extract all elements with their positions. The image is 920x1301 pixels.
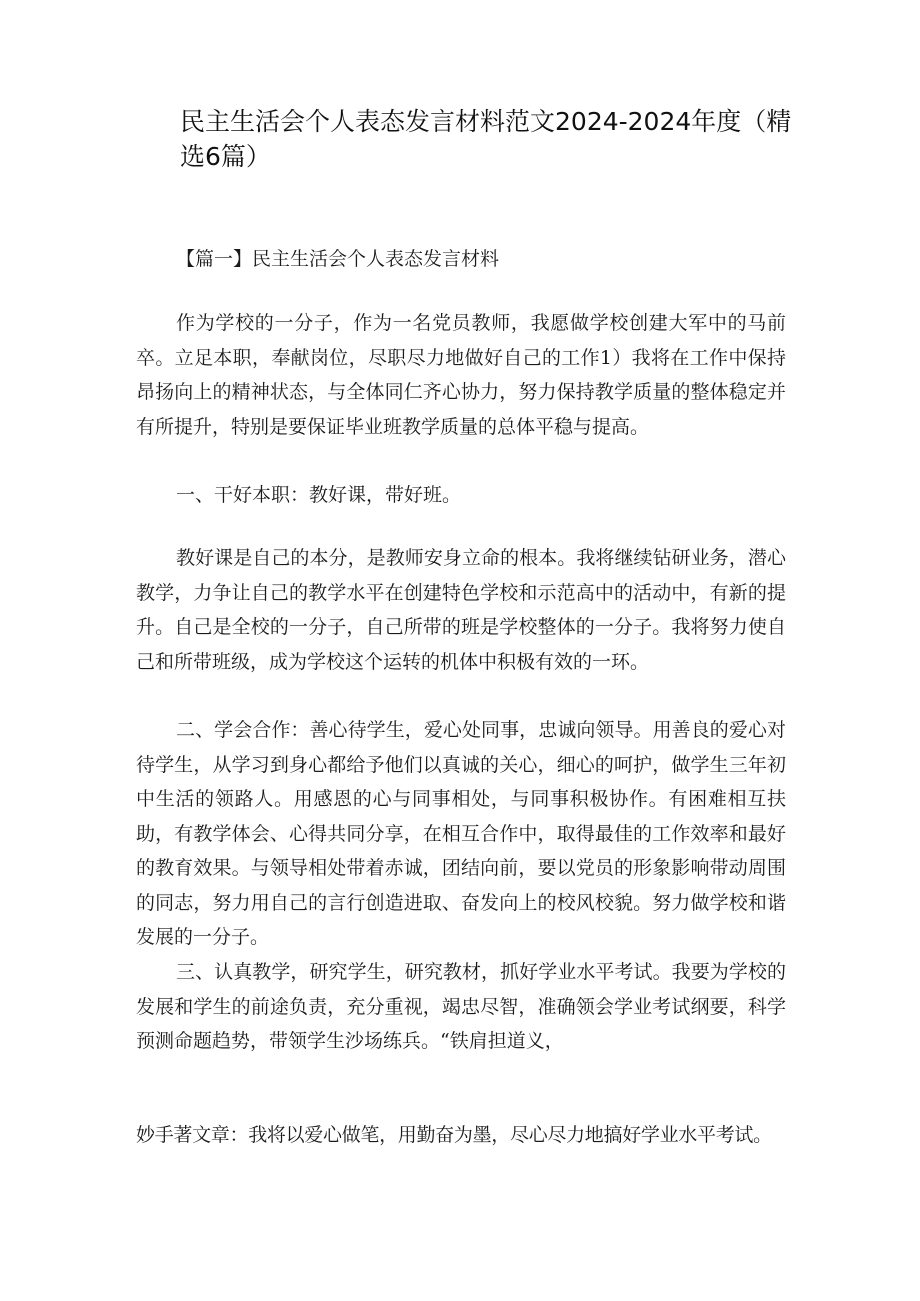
paragraph-closing-line: 妙手著文章：我将以爱心做笔，用勤奋为墨，尽心尽力地搞好学业水平考试。 (136, 1124, 772, 1146)
section-heading: 【篇一】民主生活会个人表态发言材料 (176, 248, 500, 270)
paragraph-point-two: 二、学会合作：善心待学生，爱心处同事，忠诚向领导。用善良的爱心对待学生，从学习到身心都给予他们以真诚的关心，细心的呵护，做学生三年初中生活的领路人。用感恩的心与同事相处，与同事积极协作。有困难相互扶助，有教学体会、心得共同分享，在相互合作中，取得最佳的工作效率和最好的教育效果。与领导相处带着赤诚，团结向前，要以党员的形象影响带动周围的同志，努力用自己的言行创造进取、奋发向上的校风校貌。努力做学校和谐发展的一分子。 (136, 719, 786, 948)
paragraph-point-three: 三、认真教学，研究学生，研究教材，抓好学业水平考试。我要为学校的发展和学生的前途负责，充分重视，竭忠尽智，准确领会学业考试纲要，科学预测命题趋势，带领学生沙场练兵。“铁肩担道义， (136, 961, 786, 1052)
paragraph-intro: 作为学校的一分子，作为一名党员教师，我愿做学校创建大军中的马前卒。立足本职，奉献岗位，尽职尽力地做好自己的工作1）我将在工作中保持昂扬向上的精神状态，与全体同仁齐心协力，努力保持教学质量的整体稳定并有所提升，特别是要保证毕业班教学质量的总体平稳与提高。 (136, 312, 786, 438)
document-title: 民主生活会个人表态发言材料范文2024-2024年度（精选6篇） (180, 107, 792, 171)
paragraph-point-one-heading: 一、干好本职：教好课，带好班。 (176, 484, 462, 506)
paragraph-point-one-body: 教好课是自己的本分，是教师安身立命的根本。我将继续钻研业务，潜心教学，力争让自己的教学水平在创建特色学校和示范高中的活动中，有新的提升。自己是全校的一分子，自己所带的班是学校整体的一分子。我将努力使自己和所带班级，成为学校这个运转的机体中积极有效的一环。 (136, 547, 786, 673)
